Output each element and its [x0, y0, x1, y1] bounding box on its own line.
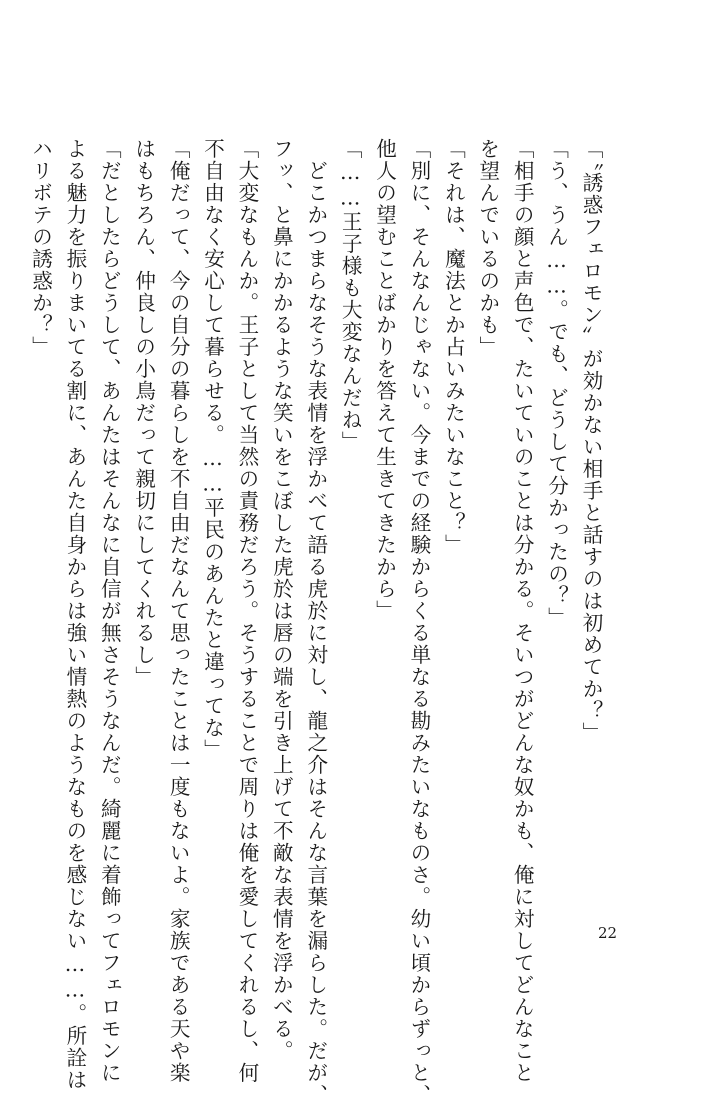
text-line: 「……王子様も大変なんだね」	[338, 138, 363, 453]
text-line: 「俺だって、今の自分の暮らしを不自由だなんて思ったことは一度もないよ。家族である天や楽	[166, 138, 191, 1084]
text-line: 「それは、魔法とか占いみたいなこと？」	[441, 138, 466, 556]
text-line: どこかつまらなそうな表情を浮かべて語る虎於に対し、龍之介はそんな言葉を漏らした。だが、	[303, 138, 328, 1106]
text-line: 「大変なもんか。王子として当然の責務だろう。そうすることで周りは俺を愛してくれるし、何	[234, 138, 259, 1084]
text-line: フッ、と鼻にかかるような笑いをこぼした虎於は唇の端を引き上げて不敵な表情を浮かべる。	[269, 138, 294, 1062]
text-line: よる魅力を振りまいてる割に、あんた自身からは強い情熱のようなものを感じない……。所詮は	[62, 138, 87, 1091]
page-number: 22	[598, 924, 618, 942]
text-line: 「う、うん……。でも、どうして分かったの？」	[544, 138, 569, 629]
text-line: 「だとしたらどうして、あんたはそんなに自信が無さそうなんだ。綺麗に着飾ってフェロモンに	[97, 138, 122, 1084]
text-line: を望んでいるのかも」	[475, 138, 500, 358]
text-line: 他人の望むことばかりを答えて生きてきたから」	[372, 138, 397, 622]
text-line: 「〝誘惑フェロモン〟が効かない相手と話すのは初めてか？」	[579, 138, 603, 744]
text-line: ハリボテの誘惑か？」	[28, 138, 53, 358]
text-line: 「別に、そんなんじゃない。今までの経験からくる単なる勘みたいなものさ。幼い頃からずっと、	[406, 138, 431, 1106]
text-line: 不自由なく安心して暮らせる。……平民のあんたと違ってな」	[200, 138, 225, 761]
text-line: はもちろん、仲良しの小鳥だって親切にしてくれるし」	[131, 138, 156, 688]
text-line: 「相手の顔と声色で、たいていのことは分かる。そいつがどんな奴かも、俺に対してどんなこと	[510, 138, 535, 1084]
